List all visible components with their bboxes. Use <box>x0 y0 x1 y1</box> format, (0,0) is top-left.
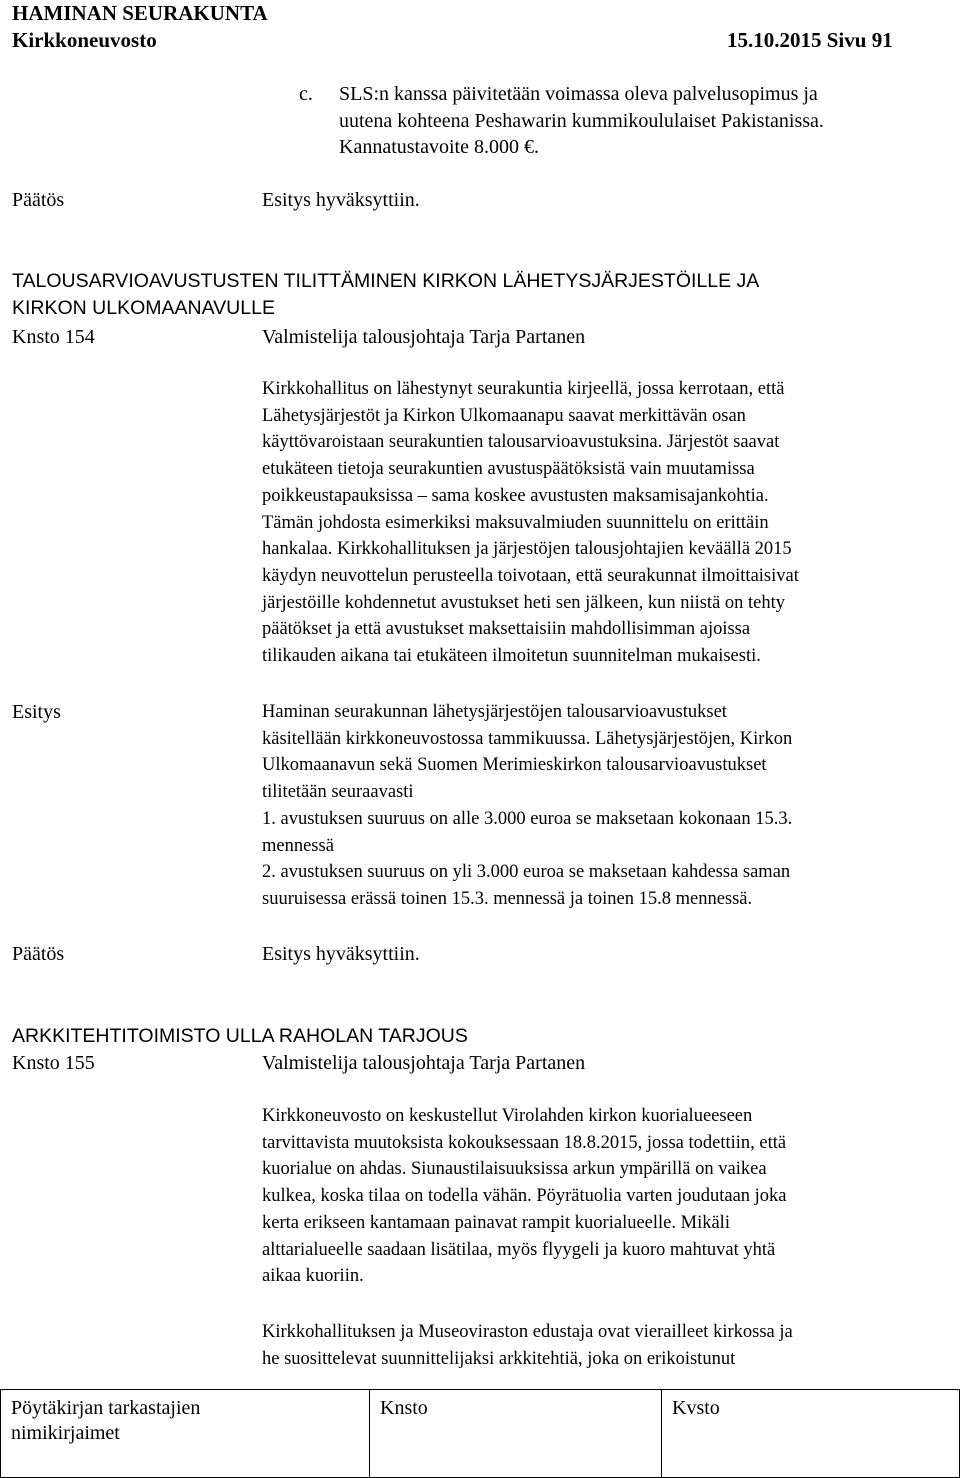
text-line: Kirkkohallituksen ja Museoviraston edustaja ovat vierailleet kirkossa ja <box>262 1322 793 1342</box>
decision-label: Päätös <box>12 943 65 965</box>
text-line: hankalaa. Kirkkohallituksen ja järjestöjen talousjohtajien keväällä 2015 <box>262 539 792 560</box>
footer-label: Kvsto <box>672 1397 720 1419</box>
text-line: mennessä <box>262 835 334 856</box>
text-line: Kirkkohallitus on lähestynyt seurakuntia kirjeellä, jossa kerrotaan, että <box>262 379 785 399</box>
footer-label: nimikirjaimet <box>11 1422 120 1444</box>
text-line: suuruisessa erässä toinen 15.3. mennessä ja toinen 15.8 mennessä. <box>262 888 753 909</box>
text-line: päätökset ja että avustukset maksettaisiin mahdollisimman ajoissa <box>262 619 751 640</box>
organization-name: HAMINAN SEURAKUNTA <box>12 1 268 25</box>
text-line: aikaa kuoriin. <box>262 1266 364 1287</box>
text-line: kerta erikseen kantamaan painavat rampit kuorialueelle. Mikäli <box>262 1212 730 1233</box>
section-title: ARKKITEHTITOIMISTO ULLA RAHOLAN TARJOUS <box>12 1025 468 1047</box>
text-line: Ulkomaanavun sekä Suomen Merimieskirkon talousarvioavustukset <box>262 755 767 776</box>
item-marker: c. <box>299 83 313 105</box>
decision-text: Esitys hyväksyttiin. <box>262 189 420 211</box>
meeting-body: Kirkkoneuvosto <box>12 28 157 52</box>
knsto-number: Knsto 154 <box>12 326 95 348</box>
text-line: alttarialueelle saadaan lisätilaa, myös flyygeli ja kuoro mahtuvat yhtä <box>262 1239 776 1260</box>
text-line: uutena kohteena Peshawarin kummikoululaiset Pakistanissa. <box>339 109 824 132</box>
text-line: Lähetysjärjestöt ja Kirkon Ulkomaanapu saavat merkittävän osan <box>262 405 746 426</box>
text-line: tarvittavista muutoksista kokouksessaan 18.8.2015, jossa todettiin, että <box>262 1132 787 1153</box>
text-line: tilikauden aikana tai etukäteen ilmoitetun suunnitelman mukaisesti. <box>262 646 761 667</box>
section-body-paragraph <box>262 1319 793 1372</box>
text-line: 2. avustuksen suuruus on yli 3.000 euroa se maksetaan kahdessa saman <box>262 862 791 883</box>
text-line: Tämän johdosta esimerkiksi maksuvalmiuden suunnittelu on erittäin <box>262 512 769 533</box>
text-line: SLS:n kanssa päivitetään voimassa oleva palvelusopimus ja <box>339 83 818 105</box>
text-line: Haminan seurakunnan lähetysjärjestöjen talousarvioavustukset <box>262 702 727 722</box>
decision-text: Esitys hyväksyttiin. <box>262 943 420 965</box>
text-line: käsitellään kirkkoneuvostossa tammikuussa. Lähetysjärjestöjen, Kirkon <box>262 728 793 749</box>
carryover-paragraph <box>339 81 824 161</box>
text-line: etukäteen tietoja seurakuntien avustuspäätöksistä vain muutamissa <box>262 459 755 480</box>
knsto-cell <box>370 1390 662 1478</box>
title-line: KIRKON ULKOMAANAVULLE <box>12 296 275 319</box>
preparer: Valmistelija talousjohtaja Tarja Partanen <box>262 326 586 348</box>
preparer: Valmistelija talousjohtaja Tarja Partanen <box>262 1052 586 1074</box>
section-title <box>12 268 759 321</box>
section-body-paragraph <box>262 1103 787 1290</box>
decision-label: Päätös <box>12 189 65 211</box>
text-line: he suosittelevat suunnittelijaksi arkkitehtiä, joka on erikoistunut <box>262 1348 736 1369</box>
footer-label: Pöytäkirjan tarkastajien <box>11 1397 201 1419</box>
text-line: käydyn neuvottelun perusteella toivotaan, että seurakunnat ilmoittaisivat <box>262 565 799 586</box>
knsto-number: Knsto 155 <box>12 1052 95 1074</box>
signature-table <box>0 1389 960 1478</box>
text-line: Kirkkoneuvosto on keskustellut Virolahden kirkon kuorialueeseen <box>262 1106 753 1126</box>
text-line: käyttövaroistaan seurakuntien talousarvioavustuksina. Järjestöt saavat <box>262 432 780 453</box>
text-line: 1. avustuksen suuruus on alle 3.000 euroa se maksetaan kokonaan 15.3. <box>262 808 793 829</box>
text-line: kuorialue on ahdas. Siunaustilaisuuksissa arkun ympärillä on vaikea <box>262 1159 767 1180</box>
title-line: TALOUSARVIOAVUSTUSTEN TILITTÄMINEN KIRKON LÄHETYSJÄRJESTÖILLE JA <box>12 270 760 292</box>
proposal-paragraph <box>262 699 792 913</box>
proposal-label: Esitys <box>12 701 61 723</box>
text-line: järjestöille kohdennetut avustukset heti sen jälkeen, kun niistä on tehty <box>262 592 786 613</box>
text-line: kulkea, koska tilaa on todella vähän. Pöyrätuolia varten joudutaan joka <box>262 1186 787 1207</box>
reviewers-initials-cell <box>1 1390 370 1478</box>
text-line: tilitetään seuraavasti <box>262 782 414 803</box>
date-page: 15.10.2015 Sivu 91 <box>727 28 893 52</box>
kvsto-cell <box>662 1390 960 1478</box>
text-line: poikkeustapauksissa – sama koskee avustusten maksamisajankohtia. <box>262 485 769 506</box>
footer-label: Knsto <box>380 1397 428 1419</box>
text-line: Kannatustavoite 8.000 €. <box>339 136 539 158</box>
section-body-paragraph <box>262 376 799 670</box>
